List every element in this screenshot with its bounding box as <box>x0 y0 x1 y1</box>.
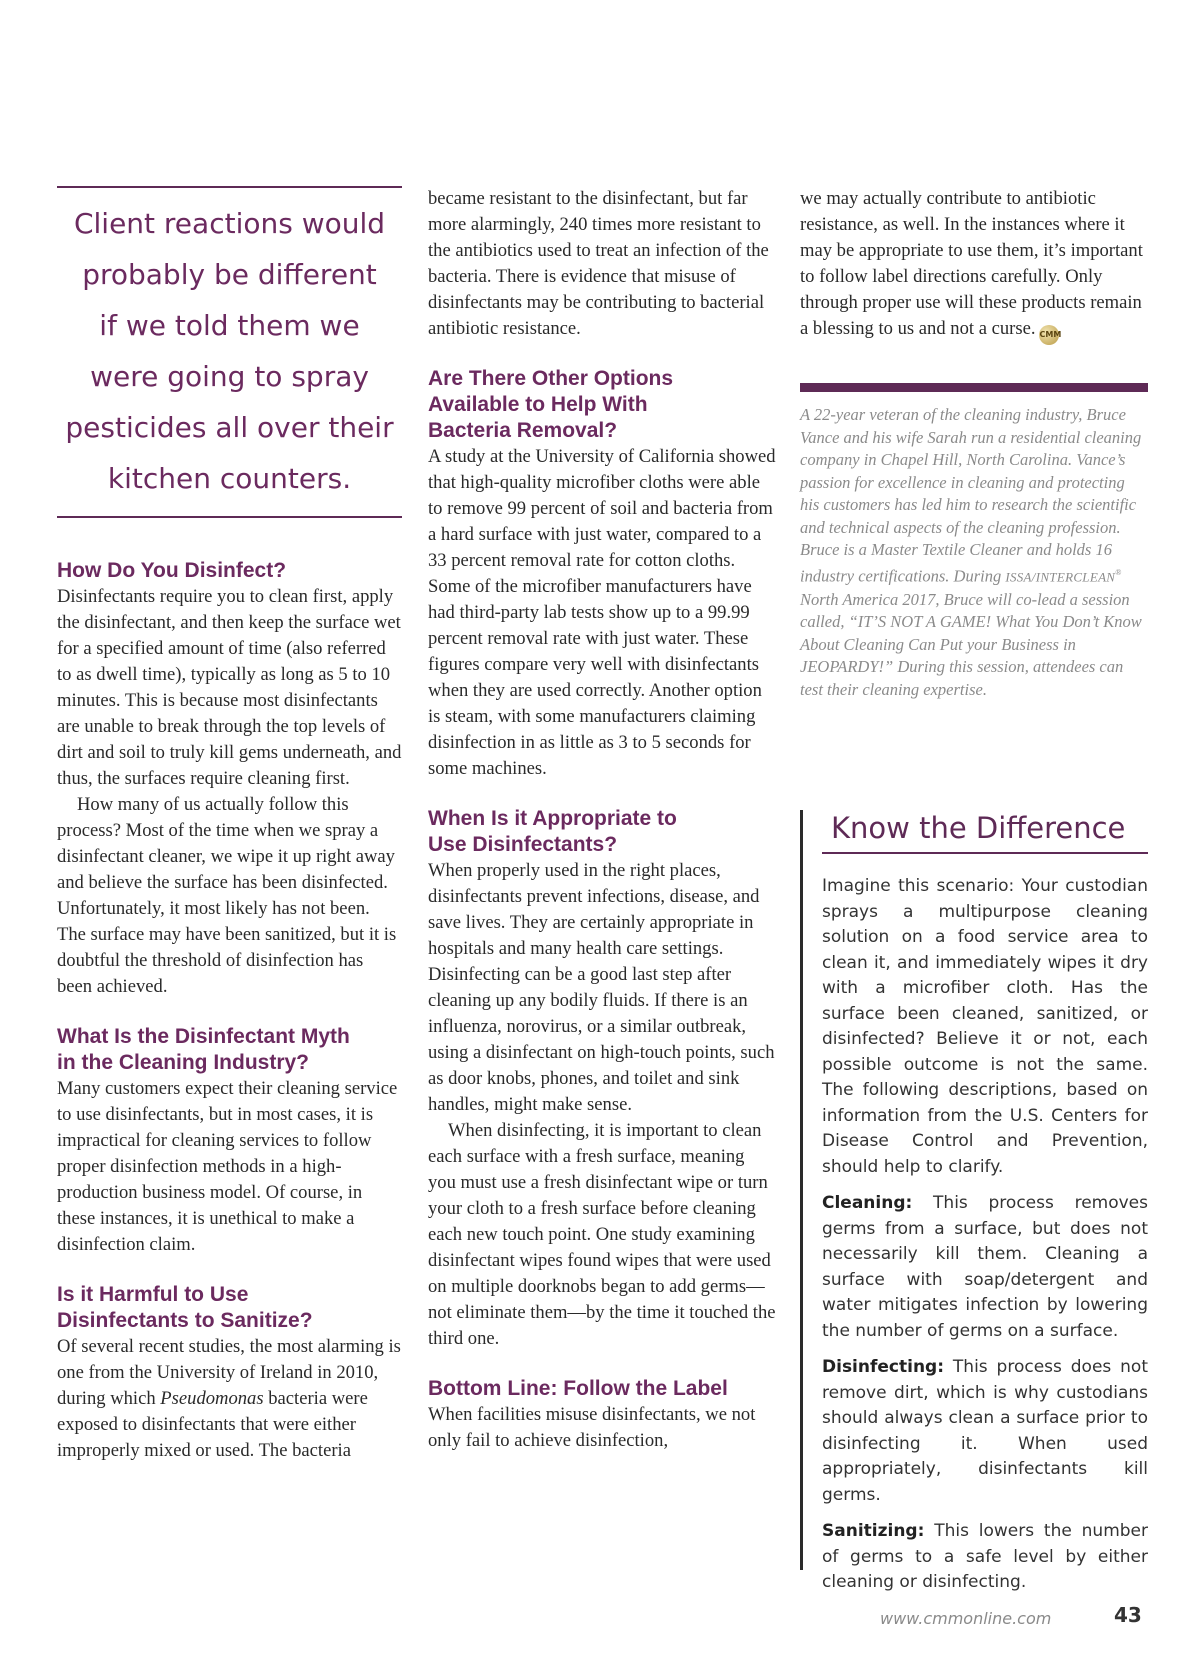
paragraph: When properly used in the right places, disinfectants prevent infections, disease, and save lives. They are certainly appropriate in hospitals and many health care settings. Disinfecting can be a good last step after cleaning up any bodily fluids. If there is an influenza, norovirus, or a similar outbreak, using a disinfectant on high-touch points, such as door knobs, phones, and toilet and sink handles, might make sense. <box>428 860 775 1115</box>
pull-quote-line: probably be different <box>82 258 377 291</box>
pull-quote-line: kitchen counters. <box>107 462 352 495</box>
pull-quote-line: were going to spray <box>90 360 369 393</box>
pull-quote-bottom-rule <box>57 516 402 518</box>
text-run: Of several recent studies, the most alarming is one from the University of Ireland in 2010, during which <box>57 1336 401 1409</box>
text-run: A 22-year veteran of the cleaning industry, Bruce Vance and his wife Sarah run a residential cleaning company in Chapel Hill, North Carolina. Vance’s passion for excellence in cleaning and protecting his customers has led him to research the scientific and technical aspects of the cleaning profession. Bruce is a Master Textile Cleaner and holds 16 industry certifications. During <box>800 405 1142 585</box>
sidebar-know-the-difference <box>800 810 1149 1592</box>
heading-line: Available to Help With <box>428 393 648 416</box>
end-of-article-logo-icon: CMM <box>1039 325 1059 345</box>
paragraph <box>800 186 1148 345</box>
heading-other-options <box>428 366 776 444</box>
paragraph <box>57 1334 402 1464</box>
column-3 <box>800 186 1148 701</box>
text-run: bacteria were exposed to disinfectants that were either improperly mixed or used. The bacteria <box>57 1388 368 1461</box>
sidebar-intro: Imagine this scenario: Your custodian sprays a multipurpose cleaning solution on a food service area to clean it, and immediately wipes it dry with a microfiber cloth. Has the surface been cleaned, sanitized, or disinfected? Believe it or not, each possible outcome is not the same. The following descriptions, based on information from the U.S. Centers for Disease Control and Prevention, should help to clarify. <box>822 876 1148 1177</box>
heading-line: in the Cleaning Industry? <box>57 1051 310 1074</box>
text-run: North America 2017, Bruce will co-lead a session called, “IT’S NOT A GAME! What You Don’t Know About Cleaning Can Put your Business in JEOPARDY!” During this session, attendees can test their cleaning expertise. <box>800 589 1142 699</box>
author-bio <box>800 404 1148 701</box>
footer-url: www.cmmonline.com <box>880 1609 1052 1628</box>
pull-quote-line: Client reactions would <box>73 207 386 240</box>
registered-mark: ® <box>1115 567 1122 577</box>
heading-line: Use Disinfectants? <box>428 833 618 856</box>
column-1 <box>57 186 402 1464</box>
heading-how-do-you-disinfect: How Do You Disinfect? <box>57 559 287 582</box>
pull-quote <box>57 188 402 516</box>
paragraph: became resistant to the disinfectant, but far more alarmingly, 240 times more resistant to the antibiotics used to treat an infection of the bacteria. There is evidence that misuse of disinfectants may be contributing to bacterial antibiotic resistance. <box>428 188 769 339</box>
heading-line: When Is it Appropriate to <box>428 807 677 830</box>
definition-text: This process does not remove dirt, which is why custodians should always clean a surface prior to disinfecting it. When used appropriately, disinfectants kill germs. <box>822 1357 1148 1505</box>
definition-text: This lowers the number of germs to a safe level by either cleaning or disinfecting. <box>822 1521 1149 1592</box>
heading-line: Bacteria Removal? <box>428 419 618 442</box>
heading-bottom-line: Bottom Line: Follow the Label <box>428 1377 728 1400</box>
definition-term: Sanitizing: <box>822 1521 925 1541</box>
pull-quote-line: pesticides all over their <box>65 411 394 444</box>
sidebar-definition-sanitizing <box>822 1519 1148 1596</box>
bio-rule <box>800 383 1148 392</box>
page-number: 43 <box>1114 1603 1142 1627</box>
paragraph: Many customers expect their cleaning service to use disinfectants, but in most cases, it is impractical for cleaning services to follow proper disinfection methods in a high-production business model. Of course, in these instances, it is unethical to make a disinfection claim. <box>57 1078 398 1255</box>
pull-quote-line: if we told them we <box>99 309 360 342</box>
sidebar-title-rule <box>822 852 1148 854</box>
paragraph: When disinfecting, it is important to clean each surface with a fresh surface, meaning you must use a fresh disinfectant wipe or turn your cloth to a fresh surface before cleaning each new touch point. One study examining disinfectant wipes found wipes that were used on multiple doorknobs began to add germs—not eliminate them—by the time it touched the third one. <box>428 1120 776 1349</box>
heading-line: Are There Other Options <box>428 367 674 390</box>
heading-line: Is it Harmful to Use <box>57 1283 249 1306</box>
paragraph: Disinfectants require you to clean first, apply the disinfectant, and then keep the surface wet for a specified amount of time (also referred to as dwell time), typically as long as 5 to 10 minutes. This is because most disinfectants are unable to break through the top levels of dirt and soil to truly kill gems underneath, and thus, the surfaces require cleaning first. <box>57 586 402 789</box>
paragraph: How many of us actually follow this process? Most of the time when we spray a disinfectant cleaner, we wipe it up right away and believe the surface has been disinfected. Unfortunately, it most likely has not been. The surface may have been sanitized, but it is doubtful the threshold of disinfection has been achieved. <box>57 794 397 997</box>
italic-term: Pseudomonas <box>160 1388 264 1409</box>
paragraph: A study at the University of California showed that high-quality microfiber cloths were able to remove 99 percent of soil and bacteria from a hard surface with just water, compared to a 33 percent removal rate for cotton cloths. Some of the microfiber manufacturers have had third-party lab tests show up to a 99.99 percent removal rate with just water. These figures compare very well with disinfectants when they are used correctly. Another option is steam, with some manufacturers claiming disinfection in as little as 3 to 5 seconds for some machines. <box>428 446 776 779</box>
text-run: we may actually contribute to antibiotic resistance, as well. In the instances where it may be appropriate to use them, it’s important to follow label directions carefully. Only through proper use will these products remain a blessing to us and not a curse. <box>800 188 1143 339</box>
definition-term: Disinfecting: <box>822 1357 945 1377</box>
heading-line: What Is the Disinfectant Myth <box>57 1025 350 1048</box>
sidebar-definition-cleaning <box>822 1191 1148 1344</box>
heading-when-appropriate <box>428 806 776 858</box>
heading-harmful-to-sanitize <box>57 1282 402 1334</box>
heading-disinfectant-myth <box>57 1024 402 1076</box>
paragraph: When facilities misuse disinfectants, we not only fail to achieve disinfection, <box>428 1404 756 1451</box>
sidebar-definition-disinfecting <box>822 1355 1148 1508</box>
column-2 <box>428 186 776 1454</box>
sidebar-title: Know the Difference <box>831 811 1126 845</box>
brand-name: ISSA/INTERCLEAN <box>1005 569 1116 584</box>
definition-term: Cleaning: <box>822 1193 913 1213</box>
definition-text: This process removes germs from a surface, but does not necessarily kill them. Cleaning a surface with soap/detergent and water mitigates infection by lowering the number of germs on a surface. <box>822 1193 1148 1341</box>
heading-line: Disinfectants to Sanitize? <box>57 1309 313 1332</box>
